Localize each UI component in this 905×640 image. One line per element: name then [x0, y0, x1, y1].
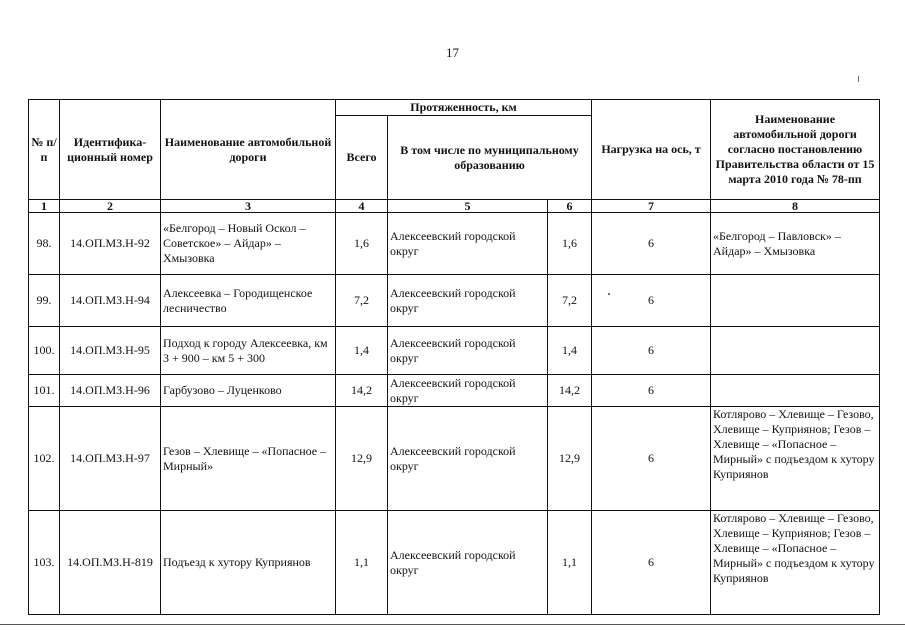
column-number: 3	[161, 200, 336, 213]
road-id: 14.ОП.МЗ.Н-819	[60, 511, 161, 615]
column-number: 5	[388, 200, 548, 213]
row-number: 101.	[29, 375, 60, 407]
road-name: «Белгород – Новый Оскол – Советское» – Айдар» – Хмызовка	[161, 213, 336, 275]
axle-load: 6	[592, 327, 711, 375]
axle-load: 6	[592, 213, 711, 275]
length-total: 12,9	[336, 407, 388, 511]
municipal-length: 12,9	[548, 407, 592, 511]
scan-artifact	[858, 76, 859, 82]
municipal-length: 1,4	[548, 327, 592, 375]
road-name: Алексеевка – Городищенское лесничество	[161, 275, 336, 327]
axle-load: 6	[592, 375, 711, 407]
header-axle-load: Нагрузка на ось, т	[592, 100, 711, 200]
column-number: 6	[548, 200, 592, 213]
axle-load: 6	[592, 407, 711, 511]
decree-name	[711, 327, 880, 375]
municipality: Алексеевский городской округ	[388, 407, 548, 511]
road-id: 14.ОП.МЗ.Н-95	[60, 327, 161, 375]
municipal-length: 14,2	[548, 375, 592, 407]
page-number: 17	[446, 45, 459, 60]
road-id: 14.ОП.МЗ.Н-92	[60, 213, 161, 275]
table-row	[29, 511, 880, 615]
decree-name	[711, 275, 880, 327]
column-number: 4	[336, 200, 388, 213]
decree-name: «Белгород – Павловск» – Айдар» – Хмызовка	[711, 213, 880, 275]
column-number: 2	[60, 200, 161, 213]
road-name: Подъезд к хутору Куприянов	[161, 511, 336, 615]
municipality: Алексеевский городской округ	[388, 375, 548, 407]
municipality: Алексеевский городской округ	[388, 275, 548, 327]
column-number: 1	[29, 200, 60, 213]
table-row	[29, 275, 880, 327]
decree-name: Котлярово – Хлевище – Гезово, Хлевище – Куприянов; Гезов – Хлевище – «Попасное – Мирный» с подъездом к хутору Куприянов	[711, 407, 880, 511]
table-row	[29, 407, 880, 511]
table-row	[29, 375, 880, 407]
road-id: 14.ОП.МЗ.Н-96	[60, 375, 161, 407]
header-including: В том числе по муниципальному образованию	[388, 116, 592, 200]
road-id: 14.ОП.МЗ.Н-97	[60, 407, 161, 511]
municipality: Алексеевский городской округ	[388, 511, 548, 615]
length-total: 7,2	[336, 275, 388, 327]
header-id: Идентифика-ционный номер	[60, 100, 161, 200]
row-number: 99.	[29, 275, 60, 327]
municipal-length: 1,1	[548, 511, 592, 615]
row-number: 102.	[29, 407, 60, 511]
length-total: 1,1	[336, 511, 388, 615]
header-total: Всего	[336, 116, 388, 200]
municipal-length: 7,2	[548, 275, 592, 327]
header-length-group: Протяженность, км	[336, 100, 592, 116]
row-number: 98.	[29, 213, 60, 275]
axle-load: 6	[592, 511, 711, 615]
road-name: Подход к городу Алексеевка, км 3 + 900 – км 5 + 300	[161, 327, 336, 375]
column-number: 8	[711, 200, 880, 213]
row-number: 103.	[29, 511, 60, 615]
road-name: Гарбузово – Луценково	[161, 375, 336, 407]
municipality: Алексеевский городской округ	[388, 213, 548, 275]
header-decree-name: Наименование автомобильной дороги согласно постановлению Правительства области от 15 марта 2010 года № 78-пп	[711, 100, 880, 200]
table-row	[29, 213, 880, 275]
decree-name: Котлярово – Хлевище – Гезово, Хлевище – Куприянов; Гезов – Хлевище – «Попасное – Мирный» с подъездом к хутору Куприянов	[711, 511, 880, 615]
table-row	[29, 327, 880, 375]
length-total: 1,4	[336, 327, 388, 375]
road-name: Гезов – Хлевище – «Попасное – Мирный»	[161, 407, 336, 511]
row-number: 100.	[29, 327, 60, 375]
municipality: Алексеевский городской округ	[388, 327, 548, 375]
column-numbers-row	[29, 200, 880, 213]
scan-edge-line	[0, 624, 905, 625]
axle-load: 6	[592, 275, 711, 327]
road-id: 14.ОП.МЗ.Н-94	[60, 275, 161, 327]
decree-name	[711, 375, 880, 407]
municipal-length: 1,6	[548, 213, 592, 275]
roads-table	[28, 99, 880, 615]
header-road-name: Наименование автомобильной дороги	[161, 100, 336, 200]
length-total: 1,6	[336, 213, 388, 275]
header-row-number: № п/п	[29, 100, 60, 200]
length-total: 14,2	[336, 375, 388, 407]
column-number: 7	[592, 200, 711, 213]
